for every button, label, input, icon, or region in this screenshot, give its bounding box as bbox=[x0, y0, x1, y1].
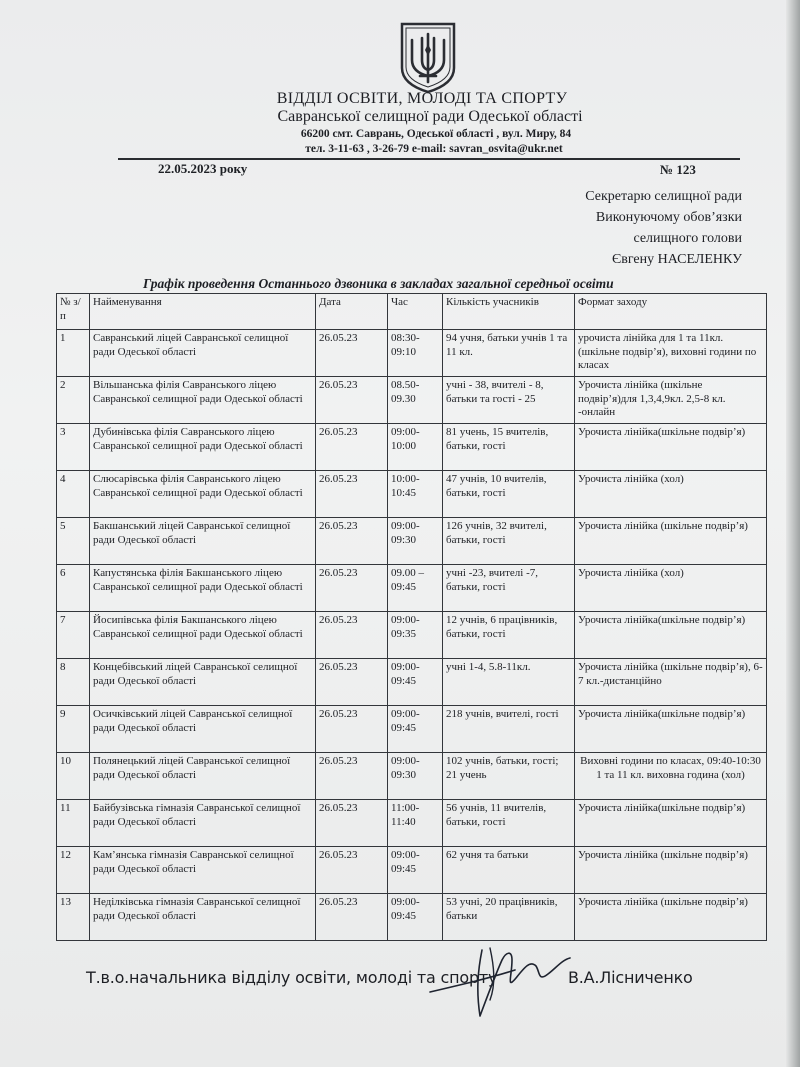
cell-date: 26.05.23 bbox=[316, 330, 388, 377]
cell-participants: 126 учнів, 32 вчителі, батьки, гості bbox=[443, 518, 575, 565]
cell-format: урочиста лінійка для 1 та 11кл.(шкільне подвір’я), виховні години по класах bbox=[575, 330, 767, 377]
table-row bbox=[57, 706, 767, 753]
table-row bbox=[57, 565, 767, 612]
cell-num: 12 bbox=[57, 847, 90, 894]
cell-participants: 47 учнів, 10 вчителів, батьки, гості bbox=[443, 471, 575, 518]
cell-time: 09:00-09:30 bbox=[388, 753, 443, 800]
table-row bbox=[57, 471, 767, 518]
cell-participants: 218 учнів, вчителі, гості bbox=[443, 706, 575, 753]
cell-time: 09:00-09:35 bbox=[388, 612, 443, 659]
cell-date: 26.05.23 bbox=[316, 565, 388, 612]
cell-time: 09.00 – 09:45 bbox=[388, 565, 443, 612]
council-name: Савранської селищної ради Одеської області bbox=[277, 108, 583, 125]
header-divider bbox=[118, 158, 740, 160]
cell-name: Бакшанський ліцей Савранської селищної ради Одеської області bbox=[90, 518, 316, 565]
cell-participants: 56 учнів, 11 вчителів, батьки, гості bbox=[443, 800, 575, 847]
cell-format: Урочиста лінійка (шкільне подвір’я) bbox=[575, 518, 767, 565]
cell-format: Урочиста лінійка (шкільне подвір’я) bbox=[575, 847, 767, 894]
cell-name: Байбузівська гімназія Савранської селищної ради Одеської області bbox=[90, 800, 316, 847]
cell-participants: учні -23, вчителі -7, батьки, гості bbox=[443, 565, 575, 612]
cell-format: Урочиста лінійка(шкільне подвір’я) bbox=[575, 800, 767, 847]
table-row bbox=[57, 847, 767, 894]
addressee-block bbox=[585, 186, 742, 270]
table-title: Графік проведення Останнього дзвоника в закладах загальної середньої освіти bbox=[143, 276, 614, 291]
cell-name: Капустянська філія Бакшанського ліцею Савранської селищної ради Одеської області bbox=[90, 565, 316, 612]
cell-num: 11 bbox=[57, 800, 90, 847]
cell-date: 26.05.23 bbox=[316, 471, 388, 518]
cell-num: 5 bbox=[57, 518, 90, 565]
cell-date: 26.05.23 bbox=[316, 424, 388, 471]
cell-name: Слюсарівська філія Савранського ліцею Савранської селищної ради Одеської області bbox=[90, 471, 316, 518]
cell-format: Урочиста лінійка (шкільне подвір’я), 6-7 кл.-дистанційно bbox=[575, 659, 767, 706]
cell-name: Кам’янська гімназія Савранської селищної ради Одеської області bbox=[90, 847, 316, 894]
table-row bbox=[57, 424, 767, 471]
cell-participants: учні 1-4, 5.8-11кл. bbox=[443, 659, 575, 706]
cell-name: Вільшанська філія Савранського ліцею Савранської селищної ради Одеської області bbox=[90, 377, 316, 424]
cell-format: Урочиста лінійка(шкільне подвір’я) bbox=[575, 612, 767, 659]
cell-name: Неділківська гімназія Савранської селищної ради Одеської області bbox=[90, 894, 316, 941]
table-row bbox=[57, 659, 767, 706]
cell-participants: 53 учні, 20 працівників, батьки bbox=[443, 894, 575, 941]
document-date: 22.05.2023 року bbox=[158, 161, 248, 176]
table-row bbox=[57, 800, 767, 847]
cell-name: Йосипівська філія Бакшанського ліцею Савранської селищної ради Одеської області bbox=[90, 612, 316, 659]
department-title: ВІДДІЛ ОСВІТИ, МОЛОДІ ТА СПОРТУ bbox=[276, 90, 568, 107]
cell-format: Виховні години по класах, 09:40-10:30 1 та 11 кл. виховна година (хол) bbox=[575, 753, 767, 800]
cell-time: 09:00-10:00 bbox=[388, 424, 443, 471]
signatory-name: В.А.Лісниченко bbox=[568, 968, 693, 987]
trident-coat-of-arms-icon bbox=[398, 20, 458, 94]
cell-date: 26.05.23 bbox=[316, 377, 388, 424]
table-row bbox=[57, 518, 767, 565]
cell-format: Урочиста лінійка (шкільне подвір’я) bbox=[575, 894, 767, 941]
cell-num: 13 bbox=[57, 894, 90, 941]
header-time: Час bbox=[388, 294, 443, 330]
cell-date: 26.05.23 bbox=[316, 659, 388, 706]
cell-format: Урочиста лінійка(шкільне подвір’я) bbox=[575, 424, 767, 471]
cell-time: 11:00-11:40 bbox=[388, 800, 443, 847]
cell-num: 2 bbox=[57, 377, 90, 424]
cell-time: 09:00-09:45 bbox=[388, 847, 443, 894]
cell-participants: 81 учень, 15 вчителів, батьки, гості bbox=[443, 424, 575, 471]
schedule-table bbox=[56, 293, 767, 941]
cell-format: Урочиста лінійка(шкільне подвір’я) bbox=[575, 706, 767, 753]
cell-format: Урочиста лінійка (хол) bbox=[575, 471, 767, 518]
cell-time: 08.50-09.30 bbox=[388, 377, 443, 424]
header-name: Найменування bbox=[90, 294, 316, 330]
cell-time: 09:00-09:45 bbox=[388, 894, 443, 941]
postal-address: 66200 смт. Саврань, Одеської області , вул. Миру, 84 bbox=[300, 128, 572, 140]
cell-participants: 102 учнів, батьки, гості; 21 учень bbox=[443, 753, 575, 800]
document-number: № 123 bbox=[660, 162, 696, 177]
cell-num: 8 bbox=[57, 659, 90, 706]
cell-participants: 12 учнів, 6 працівників, батьки, гості bbox=[443, 612, 575, 659]
cell-participants: 94 учня, батьки учнів 1 та 11 кл. bbox=[443, 330, 575, 377]
page-shadow-edge bbox=[786, 0, 800, 1067]
cell-num: 7 bbox=[57, 612, 90, 659]
table-row bbox=[57, 753, 767, 800]
contact-phones: тел. 3-11-63 , 3-26-79 e-mail: savran_osvita@ukr.net bbox=[305, 143, 563, 155]
table-row bbox=[57, 330, 767, 377]
cell-date: 26.05.23 bbox=[316, 612, 388, 659]
cell-time: 08:30-09:10 bbox=[388, 330, 443, 377]
handwritten-signature-icon bbox=[420, 930, 580, 1025]
header-num: № з/п bbox=[57, 294, 90, 330]
addressee-line: Євгену НАСЕЛЕНКУ bbox=[612, 252, 742, 267]
cell-name: Савранський ліцей Савранської селищної ради Одеської області bbox=[90, 330, 316, 377]
cell-participants: учні - 38, вчителі - 8, батьки та гості - 25 bbox=[443, 377, 575, 424]
table-row bbox=[57, 894, 767, 941]
cell-format: Урочиста лінійка (шкільне подвір’я)для 1,3,4,9кл. 2,5-8 кл. -онлайн bbox=[575, 377, 767, 424]
cell-participants: 62 учня та батьки bbox=[443, 847, 575, 894]
header-format: Формат заходу bbox=[575, 294, 767, 330]
table-header-row bbox=[57, 294, 767, 330]
table-row bbox=[57, 377, 767, 424]
cell-num: 4 bbox=[57, 471, 90, 518]
cell-time: 09:00-09:45 bbox=[388, 706, 443, 753]
cell-name: Полянецький ліцей Савранської селищної ради Одеської області bbox=[90, 753, 316, 800]
cell-time: 09:00-09:45 bbox=[388, 659, 443, 706]
header-date: Дата bbox=[316, 294, 388, 330]
cell-date: 26.05.23 bbox=[316, 800, 388, 847]
addressee-line: Виконуючому обов’язки bbox=[595, 210, 742, 225]
cell-name: Дубинівська філія Савранського ліцею Савранської селищної ради Одеської області bbox=[90, 424, 316, 471]
cell-name: Осичківський ліцей Савранської селищної ради Одеської області bbox=[90, 706, 316, 753]
cell-date: 26.05.23 bbox=[316, 518, 388, 565]
cell-date: 26.05.23 bbox=[316, 894, 388, 941]
cell-time: 09:00-09:30 bbox=[388, 518, 443, 565]
cell-date: 26.05.23 bbox=[316, 753, 388, 800]
cell-num: 6 bbox=[57, 565, 90, 612]
cell-date: 26.05.23 bbox=[316, 847, 388, 894]
cell-num: 1 bbox=[57, 330, 90, 377]
table-row bbox=[57, 612, 767, 659]
cell-num: 9 bbox=[57, 706, 90, 753]
cell-name: Концебівський ліцей Савранської селищної ради Одеської області bbox=[90, 659, 316, 706]
cell-num: 10 bbox=[57, 753, 90, 800]
cell-date: 26.05.23 bbox=[316, 706, 388, 753]
signatory-position: Т.в.о.начальника відділу освіти, молоді та спорту bbox=[86, 968, 498, 987]
addressee-line: селищного голови bbox=[633, 231, 742, 246]
header-participants: Кількість учасників bbox=[443, 294, 575, 330]
cell-format: Урочиста лінійка (хол) bbox=[575, 565, 767, 612]
addressee-line: Секретарю селищної ради bbox=[585, 189, 742, 204]
cell-num: 3 bbox=[57, 424, 90, 471]
cell-time: 10:00-10:45 bbox=[388, 471, 443, 518]
